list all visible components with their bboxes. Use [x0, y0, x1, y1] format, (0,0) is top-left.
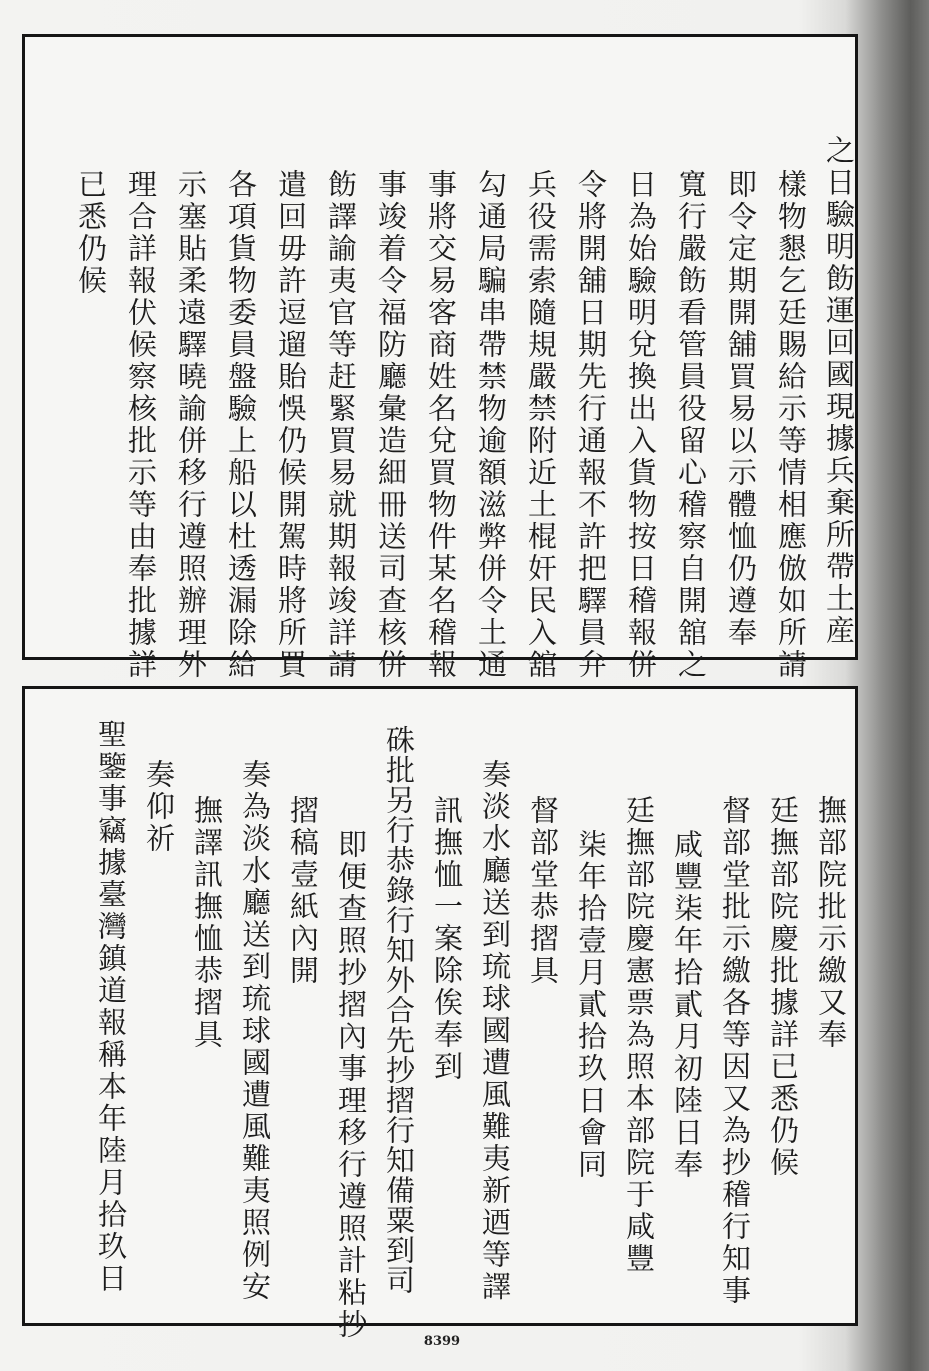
text-column: 示塞貼柔遠驛曉諭併移行遵照辦理外 — [174, 169, 208, 681]
text-column: 勾通局騙串帶禁物逾額滋弊併令土通 — [474, 169, 508, 681]
page-number: 8399 — [423, 1334, 461, 1349]
text-column: 柒年拾壹月貳拾玖日會同 — [574, 829, 608, 1181]
text-column: 硃批另行恭錄行知外合先抄摺行知備粟到司 — [382, 725, 416, 1295]
text-column: 訊撫恤一案除俟奉到 — [430, 795, 464, 1083]
text-column: 即便查照抄摺內事理移行遵照計粘抄 — [334, 829, 368, 1341]
text-column: 日為始驗明兌換出入貨物按日稽報併 — [624, 169, 658, 681]
text-column: 奏淡水廳送到琉球國遭風難夷新迺等譯 — [478, 759, 512, 1303]
text-column: 督部堂恭摺具 — [526, 795, 560, 987]
text-column: 奏為淡水廳送到琉球國遭風難夷照例安 — [238, 759, 272, 1303]
text-block-upper — [22, 34, 858, 681]
text-column: 咸豐柒年拾貳月初陸日奉 — [670, 829, 704, 1181]
text-column: 兵役需索隨規嚴禁附近土棍奸民入舘 — [524, 169, 558, 681]
text-column: 摺稿壹紙內開 — [286, 795, 320, 987]
text-column: 飭譯諭夷官等赶緊買易就期報竣詳請 — [324, 169, 358, 681]
text-column: 督部堂批示繳各等因又為抄稽行知事 — [718, 795, 752, 1307]
text-column: 事竣着令福防廳彙造細冊送司查核併 — [374, 169, 408, 681]
text-column: 撫譯訊撫恤恭摺具 — [190, 795, 224, 1051]
text-column: 寬行嚴飭看管員役留心稽察自開舘之 — [674, 169, 708, 681]
text-column: 之日驗明飭運回國現據兵棄所帶土産 — [822, 135, 856, 647]
text-column: 聖鑒事竊據臺灣鎮道報稱本年陸月拾玖日 — [94, 719, 128, 1295]
text-column: 已悉仍候 — [74, 169, 108, 297]
text-column: 理合詳報伏候察核批示等由奉批據詳 — [124, 169, 158, 681]
text-column: 事將交易客商姓名兌買物件某名稽報 — [424, 169, 458, 681]
text-column: 奏仰祈 — [142, 759, 176, 855]
text-column: 廷撫部院慶批據詳已悉仍候 — [766, 795, 800, 1179]
text-column: 撫部院批示繳又奉 — [814, 795, 848, 1051]
text-column: 各項貨物委員盤驗上船以杜透漏除給 — [224, 169, 258, 681]
text-column: 廷撫部院慶憲票為照本部院于咸豐 — [622, 795, 656, 1275]
text-column: 即令定期開舖買易以示體恤仍遵奉 — [724, 169, 758, 649]
text-block-lower — [22, 686, 858, 1341]
text-column: 樣物懇乞廷賜給示等情相應倣如所請 — [774, 169, 808, 681]
text-column: 令將開舖日期先行通報不許把驛員弁 — [574, 169, 608, 681]
text-column: 遣回毋許逗遛貽悞仍候開駕時將所買 — [274, 169, 308, 681]
